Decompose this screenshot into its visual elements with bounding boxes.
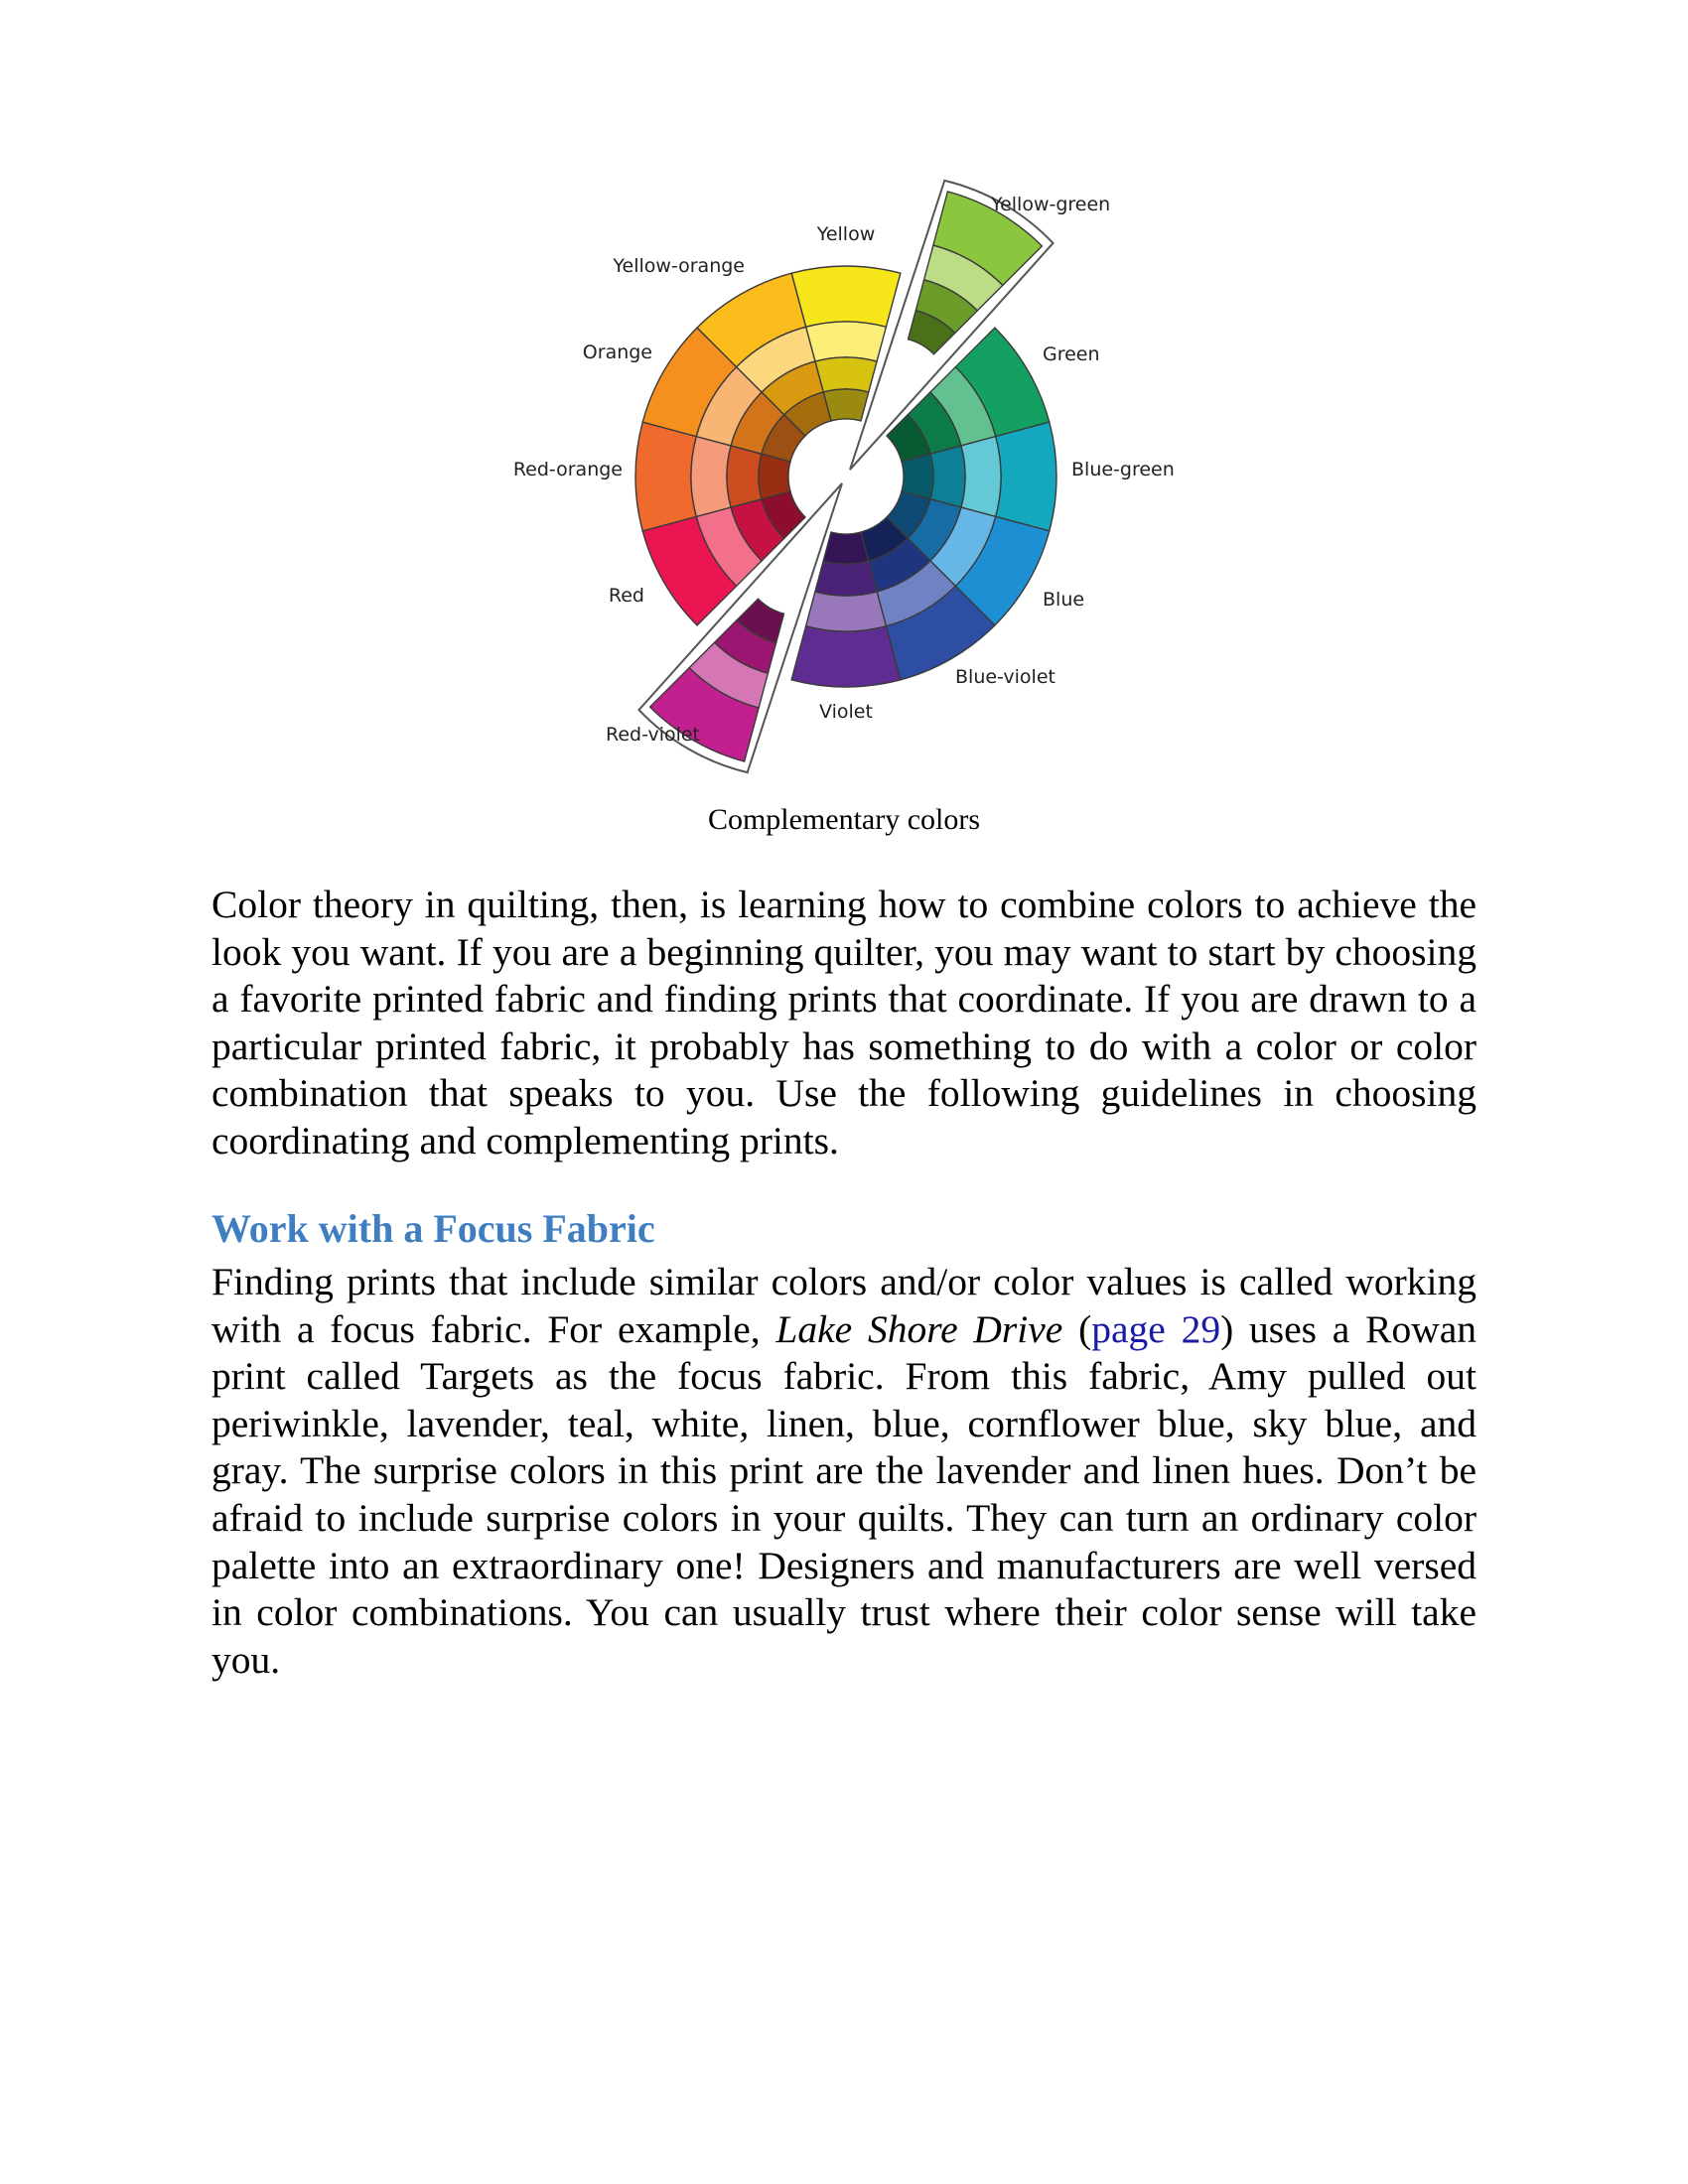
wheel-cell-blue-green-ring-3 — [930, 446, 965, 507]
wheel-cell-red-orange-ring-2 — [691, 437, 731, 517]
label-red-orange: Red-orange — [512, 459, 623, 480]
label-orange: Orange — [582, 341, 652, 363]
wheel-cell-yellow-ring-3 — [815, 357, 877, 392]
wheel-cell-blue-green-ring-1 — [996, 422, 1056, 531]
label-yellow-orange: Yellow-orange — [613, 255, 745, 277]
paragraph-open-paren: ( — [1062, 1306, 1092, 1351]
wheel-cell-yellow-ring-1 — [791, 266, 901, 327]
wheel-cell-red-orange-ring-1 — [635, 422, 696, 531]
body-paragraph-2 — [211, 1259, 1477, 1684]
label-blue-green: Blue-green — [1071, 459, 1175, 480]
label-red-violet: Red-violet — [606, 724, 701, 746]
figure-caption: Complementary colors — [707, 803, 981, 836]
wheel-cell-violet-ring-1 — [791, 626, 901, 687]
paragraph-text-part-2: ) uses a Rowan print called Targets as the focus fabric. From this fabric, Amy pulled out periwinkle, lavender, teal, white, linen, blue, cornflower blue, sky blue, and gray. The surprise colors in this print are the lavender and linen hues. Don’t be afraid to include surprise colors in your quilts. They can turn an ordinary color palette into an extraordinary one! Designers and manufacturers are well versed in color combinations. You can usually trust where their color sense will take you. — [211, 1306, 1477, 1682]
label-yellow: Yellow — [816, 223, 876, 245]
label-red: Red — [608, 585, 644, 607]
label-yellow-green: Yellow-green — [991, 194, 1111, 215]
label-green: Green — [1043, 343, 1100, 365]
book-title: Lake Shore Drive — [775, 1306, 1063, 1351]
wheel-cell-yellow-ring-2 — [806, 322, 887, 361]
wheel-cell-red-orange-ring-3 — [727, 446, 762, 507]
paragraph-text-part-1: Finding prints that include similar colors and/or color values is called working with a focus fabric. For example, — [211, 1260, 1477, 1351]
wheel-cell-violet-ring-2 — [806, 592, 887, 631]
page-link[interactable]: page 29 — [1091, 1306, 1221, 1351]
label-blue: Blue — [1043, 589, 1085, 611]
color-wheel-figure — [496, 179, 1192, 774]
section-heading: Work with a Focus Fabric — [211, 1206, 655, 1251]
label-violet: Violet — [819, 701, 873, 723]
body-paragraph-1: Color theory in quilting, then, is learning how to combine colors to achieve the look you want. If you are a beginning quilter, you may want to start by choosing a favorite printed fabric and finding prints that coordinate. If you are drawn to a particular printed fabric, it probably has something to do with a color or color combination that speaks to you. Use the following guidelines in choosing coordinating and complementing prints. — [211, 883, 1477, 1162]
label-blue-violet: Blue-violet — [955, 666, 1055, 688]
wheel-cell-violet-ring-3 — [815, 561, 877, 596]
wheel-cell-violet-ring-4 — [823, 532, 869, 564]
wheel-cell-blue-green-ring-2 — [961, 437, 1001, 517]
